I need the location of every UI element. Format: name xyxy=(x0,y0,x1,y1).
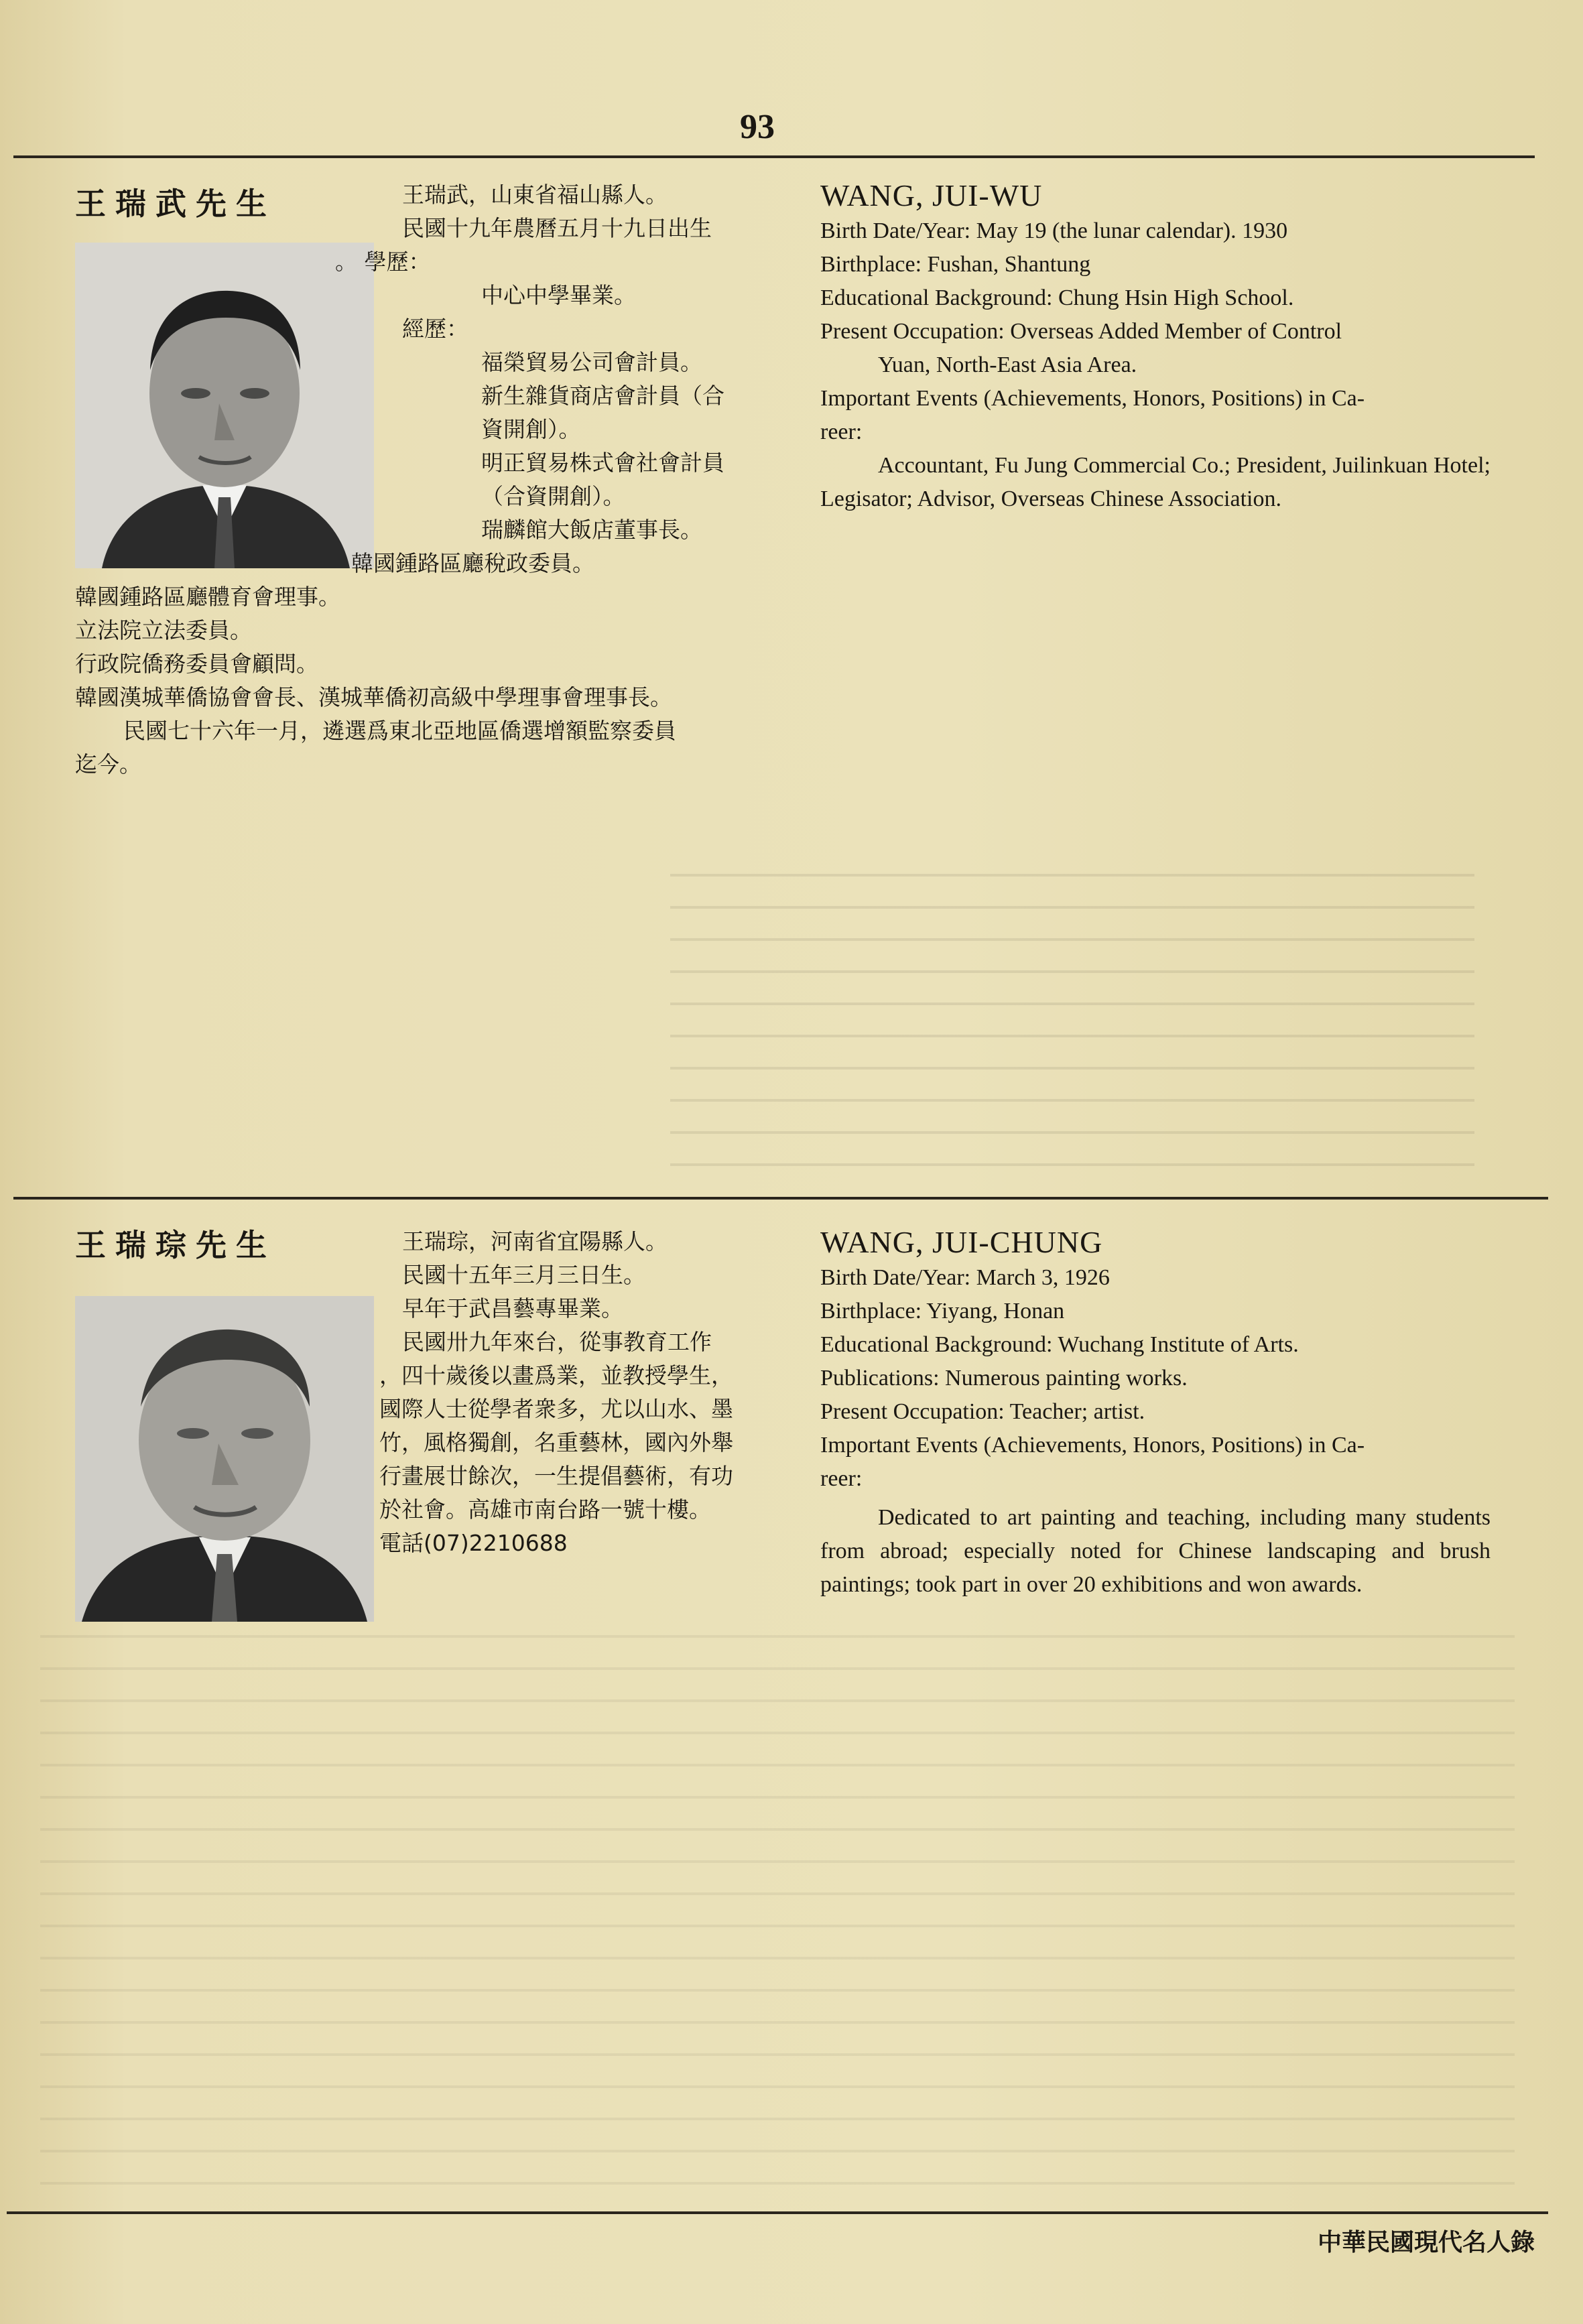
bio-line: （合資開創）。 xyxy=(481,483,625,509)
bio-line: Present Occupation: Overseas Added Member of Control xyxy=(820,319,1342,344)
bio-line: 新生雜貨商店會計員（合 xyxy=(481,383,724,409)
bio-line: Publications: Numerous painting works. xyxy=(820,1366,1188,1391)
bio-line: Birth Date/Year: March 3, 1926 xyxy=(820,1265,1110,1290)
bio-line: 迄今。 xyxy=(75,751,141,777)
bio-line: Birth Date/Year: May 19 (the lunar calendar). 1930 xyxy=(820,218,1288,243)
bio-line: 王瑞武，山東省福山縣人。 xyxy=(402,182,668,208)
bio-line: 國際人士從學者衆多，尤以山水、墨 xyxy=(379,1396,733,1422)
bio-line: Birthplace: Fushan, Shantung xyxy=(820,252,1091,277)
bio-line: 資開創）。 xyxy=(481,416,581,442)
bio-line: 民國十九年農曆五月十九日出生 xyxy=(402,215,712,241)
bio-line: 韓國鍾路區廳稅政委員。 xyxy=(351,550,594,576)
bio-line: Important Events (Achievements, Honors, Positions) in Ca- xyxy=(820,1433,1365,1458)
bio-line: Present Occupation: Teacher; artist. xyxy=(820,1399,1145,1424)
chinese-biography-full xyxy=(75,580,676,781)
bio-line: 中心中學畢業。 xyxy=(481,282,636,308)
name-chinese: 王瑞武先生 xyxy=(75,186,276,222)
bio-line: 早年于武昌藝專畢業。 xyxy=(402,1295,623,1321)
bio-line: Birthplace: Yiyang, Honan xyxy=(820,1299,1065,1324)
bio-line: 民國卅九年來台，從事教育工作 xyxy=(402,1329,712,1355)
bio-line: 民國十五年三月三日生。 xyxy=(402,1262,645,1288)
english-biography xyxy=(820,177,1491,516)
bio-line: 瑞麟館大飯店董事長。 xyxy=(481,517,702,543)
bio-line: 王瑞琮，河南省宜陽縣人。 xyxy=(402,1228,668,1254)
bio-line: 於社會。高雄市南台路一號十樓。 xyxy=(379,1496,711,1523)
name-english: WANG, JUI-CHUNG xyxy=(820,1225,1103,1259)
bio-line: ，四十歲後以畫爲業，並教授學生， xyxy=(379,1362,733,1389)
bio-line: Yuan, North-East Asia Area. xyxy=(878,352,1137,377)
bio-line: Educational Background: Chung Hsin High School. xyxy=(820,285,1294,310)
chinese-biography-right xyxy=(379,1225,733,1560)
footer-rule xyxy=(7,2211,1548,2214)
name-english: WANG, JUI-WU xyxy=(820,178,1043,212)
bio-line: 立法院立法委員。 xyxy=(75,617,252,643)
bio-line: reer: xyxy=(820,1466,863,1491)
portrait-photo xyxy=(75,1296,374,1622)
bio-line: 韓國漢城華僑協會會長、漢城華僑初高級中學理事會理事長。 xyxy=(75,684,672,710)
bio-line: 福榮貿易公司會計員。 xyxy=(481,349,702,375)
bleed-through-text xyxy=(670,858,1474,1166)
name-chinese: 王瑞琮先生 xyxy=(75,1227,276,1263)
english-biography xyxy=(820,1224,1491,1602)
bio-line: 行畫展廿餘次，一生提倡藝術，有功 xyxy=(379,1463,733,1489)
bio-line: Educational Background: Wuchang Institute of Arts. xyxy=(820,1332,1299,1357)
bio-line: 行政院僑務委員會顧問。 xyxy=(75,651,318,677)
chinese-biography-right xyxy=(335,178,724,580)
bio-line: 明正貿易株式會社會計員 xyxy=(481,450,724,476)
header-rule xyxy=(13,155,1535,158)
page-number: 93 xyxy=(740,108,775,146)
bio-line: reer: xyxy=(820,419,863,444)
bio-line: 電話(07)2210688 xyxy=(379,1530,568,1556)
bio-line: 竹，風格獨創，名重藝林，國內外舉 xyxy=(379,1429,733,1456)
career-paragraph: Dedicated to art painting and teaching, including many students from abroad; especially noted for Chinese landscaping and brush paintings; took part in over 20 exhibitions and won awards. xyxy=(820,1505,1491,1597)
portrait-photo xyxy=(75,243,374,568)
career-paragraph: Accountant, Fu Jung Commercial Co.; President, Juilinkuan Hotel; Legisator; Advisor, Overseas Chinese Association. xyxy=(820,453,1491,511)
bio-line: Important Events (Achievements, Honors, Positions) in Ca- xyxy=(820,386,1365,411)
bio-line: 。 學歷： xyxy=(335,249,431,275)
bleed-through-text xyxy=(40,1635,1515,2185)
bio-line: 韓國鍾路區廳體育會理事。 xyxy=(75,584,340,610)
book-title-footer: 中華民國現代名人錄 xyxy=(1317,2229,1535,2256)
bio-line: 民國七十六年一月，遴選爲東北亞地區僑選增額監察委員 xyxy=(123,718,676,744)
entry-divider xyxy=(13,1197,1548,1200)
bio-line: 經歷： xyxy=(402,316,468,342)
